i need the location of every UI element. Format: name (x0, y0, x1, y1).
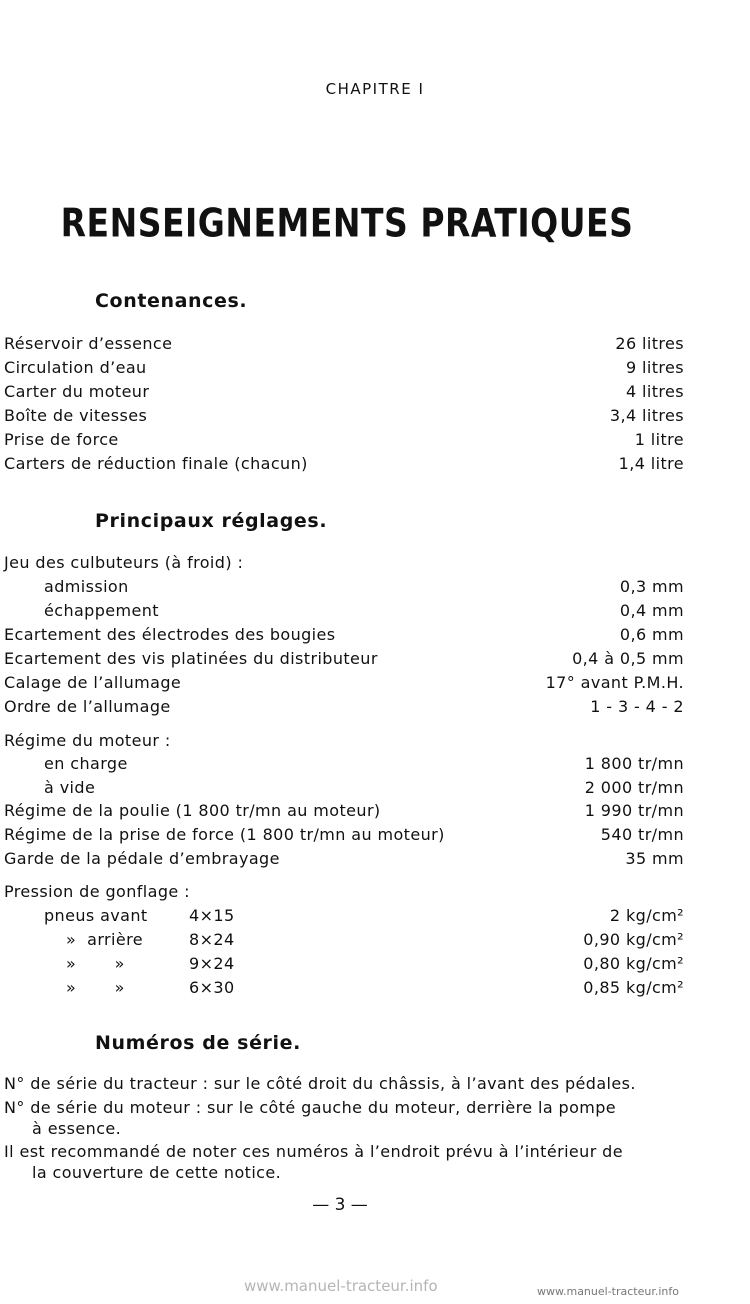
paragraph-engine-serial (4, 1097, 684, 1139)
row-label: Garde de la pédale d’embrayage (4, 849, 280, 868)
row-value: 1 litre (634, 430, 684, 449)
table-row (4, 752, 684, 776)
row-value: 2 000 tr/mn (584, 778, 684, 797)
table-row (4, 695, 684, 719)
watermark-center: www.manuel-tracteur.info (244, 1277, 438, 1295)
row-value: 9 litres (625, 358, 684, 377)
table-row (4, 928, 684, 952)
table-row (4, 729, 684, 753)
table-row (4, 428, 684, 452)
row-label: en charge (44, 754, 128, 773)
paragraph-line: à essence. (32, 1119, 122, 1138)
row-value: 0,6 mm (619, 625, 684, 644)
row-label: Pression de gonflage : (4, 882, 190, 901)
row-value: 1,4 litre (618, 454, 684, 473)
row-label: Jeu des culbuteurs (à froid) : (4, 553, 244, 572)
paragraph-line: N° de série du moteur : sur le côté gauche du moteur, derrière la pompe (4, 1098, 617, 1117)
table-row (4, 599, 684, 623)
row-value: 0,4 à 0,5 mm (572, 649, 684, 668)
tire-size: 9×24 (189, 954, 235, 973)
row-value: 1 990 tr/mn (584, 801, 684, 820)
row-value: 26 litres (615, 334, 684, 353)
paragraph-line: Il est recommandé de noter ces numéros à l’endroit prévu à l’intérieur de (4, 1142, 623, 1161)
row-label: Régime de la prise de force (1 800 tr/mn au moteur) (4, 825, 445, 844)
paragraph-line: N° de série du tracteur : sur le côté droit du châssis, à l’avant des pédales. (4, 1074, 636, 1093)
table-row (4, 332, 684, 356)
row-label: » » (66, 978, 125, 997)
row-label: Régime de la poulie (1 800 tr/mn au moteur) (4, 801, 381, 820)
table-row (4, 952, 684, 976)
table-row (4, 976, 684, 1000)
row-value: 1 800 tr/mn (584, 754, 684, 773)
row-label: Ordre de l’allumage (4, 697, 171, 716)
row-label: à vide (44, 778, 96, 797)
row-label: Calage de l’allumage (4, 673, 182, 692)
row-label: Carters de réduction finale (chacun) (4, 454, 308, 473)
table-row (4, 647, 684, 671)
row-label: Ecartement des électrodes des bougies (4, 625, 336, 644)
row-label: Ecartement des vis platinées du distributeur (4, 649, 378, 668)
section-heading-contenances: Contenances. (95, 290, 248, 312)
table-row (4, 880, 684, 904)
table-row (4, 823, 684, 847)
paragraph-line: la couverture de cette notice. (32, 1163, 282, 1182)
section-heading-series: Numéros de série. (95, 1032, 301, 1054)
row-value: 0,3 mm (619, 577, 684, 596)
row-value: 2 kg/cm² (609, 906, 684, 925)
page-title: RENSEIGNEMENTS PRATIQUES (60, 200, 634, 247)
tire-size: 6×30 (189, 978, 235, 997)
watermark-right: www.manuel-tracteur.info (537, 1285, 679, 1298)
row-label: admission (44, 577, 129, 596)
table-row (4, 356, 684, 380)
table-row (4, 671, 684, 695)
row-value: 35 mm (625, 849, 684, 868)
row-label: Réservoir d’essence (4, 334, 173, 353)
row-value: 0,4 mm (619, 601, 684, 620)
table-row (4, 404, 684, 428)
row-label: Carter du moteur (4, 382, 150, 401)
chapter-label: CHAPITRE I (325, 80, 425, 98)
table-row (4, 904, 684, 928)
row-label: Circulation d’eau (4, 358, 147, 377)
row-value: 17° avant P.M.H. (545, 673, 684, 692)
table-row (4, 847, 684, 871)
row-value: 3,4 litres (609, 406, 684, 425)
paragraph-recommendation (4, 1141, 684, 1183)
row-value: 0,90 kg/cm² (583, 930, 684, 949)
row-value: 4 litres (625, 382, 684, 401)
row-label: Boîte de vitesses (4, 406, 148, 425)
table-row (4, 623, 684, 647)
table-row (4, 380, 684, 404)
table-row (4, 551, 684, 575)
row-value: 0,80 kg/cm² (583, 954, 684, 973)
tire-size: 4×15 (189, 906, 235, 925)
table-row (4, 452, 684, 476)
table-row (4, 799, 684, 823)
tire-size: 8×24 (189, 930, 235, 949)
row-value: 540 tr/mn (600, 825, 684, 844)
row-label: Prise de force (4, 430, 119, 449)
page-number: — 3 — (312, 1195, 368, 1215)
row-label: échappement (44, 601, 159, 620)
table-row (4, 776, 684, 800)
paragraph-tractor-serial (4, 1073, 684, 1094)
row-label: Régime du moteur : (4, 731, 171, 750)
row-value: 0,85 kg/cm² (583, 978, 684, 997)
row-label: » » (66, 954, 125, 973)
row-label: pneus avant (44, 906, 148, 925)
row-value: 1 - 3 - 4 - 2 (590, 697, 684, 716)
table-row (4, 575, 684, 599)
section-heading-reglages: Principaux réglages. (95, 510, 328, 532)
row-label: » arrière (66, 930, 143, 949)
